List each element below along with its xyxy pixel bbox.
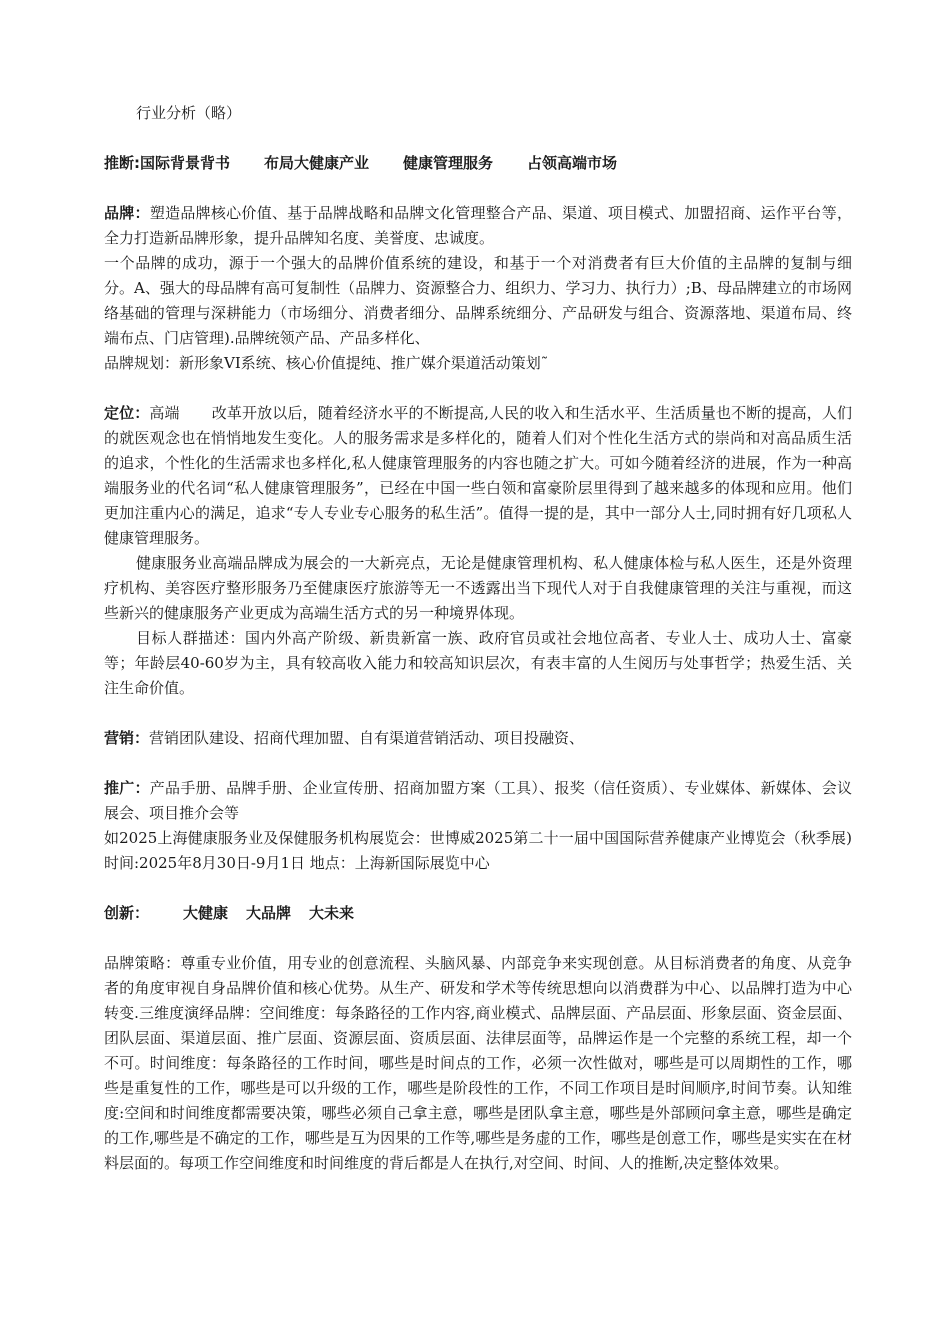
positioning-paragraph (104, 401, 852, 551)
innovation-label: 创新： (104, 904, 150, 922)
brand-label: 品牌： (104, 204, 150, 222)
positioning-head: 高端 (149, 404, 180, 422)
promotion-paragraph (104, 776, 852, 826)
strategy-paragraph: 品牌策略：尊重专业价值，用专业的创意流程、头脑风暴、内部竞争来实现创意。从目标消费者的角度、从竞争者的角度审视自身品牌价值和核心优势。从生产、研发和学术等传统思想向以消费群为中心、以品牌打造为中心转变.三维度演绎品牌：空间维度：每条路径的工作内容,商业模式、品牌层面、产品层面、形象层面、资金层面、团队层面、渠道层面、推广层面、资源层面、资质层面、法律层面等，品牌运作是一个完整的系统工程，却一个不可。时间维度：每条路径的工作时间，哪些是时间点的工作，必须一次性做对，哪些是可以周期性的工作，哪些是重复性的工作，哪些是可以升级的工作，哪些是阶段性的工作，不同工作项目是时间顺序,时间节奏。认知维度:空间和时间维度都需要决策，哪些必须自己拿主意，哪些是团队拿主意，哪些是外部顾问拿主意，哪些是确定的工作,哪些是不确定的工作，哪些是互为因果的工作等,哪些是务虚的工作，哪些是创意工作，哪些是实实在在材料层面的。每项工作空间维度和时间维度的背后都是人在执行,对空间、时间、人的推断,决定整体效果。 (104, 954, 852, 1172)
promotion-label: 推广： (104, 779, 150, 797)
thesis-item: 占领高端市场 (527, 154, 618, 172)
industry-analysis: 行业分析（略） (136, 104, 242, 122)
brand-paragraph (104, 201, 852, 251)
document-body (104, 101, 852, 1176)
positioning-paragraph-2: 健康服务业高端品牌成为展会的一大新亮点，无论是健康管理机构、私人健康体检与私人医生，还是外资理疗机构、美容医疗整形服务乃至健康医疗旅游等无一不透露出当下现代人对于自我健康管理的关注与重视，而这些新兴的健康服务产业更成为高端生活方式的另一种境界体现。 (104, 554, 852, 622)
brand-text: 塑造品牌核心价值、基于品牌战略和品牌文化管理整合产品、渠道、项目模式、加盟招商、运作平台等，全力打造新品牌形象，提升品牌知名度、美誉度、忠诚度。 (104, 204, 852, 247)
marketing-paragraph (104, 726, 852, 751)
innovation-item: 大品牌 (246, 904, 292, 922)
innovation-item: 大健康 (183, 904, 229, 922)
expo-info: 如2025上海健康服务业及保健服务机构展览会：世博威2025第二十一届中国国际营养健康产业博览会（秋季展)时间:2025年8月30日-9月1日 地点：上海新国际展览中心 (104, 829, 852, 872)
target-audience: 目标人群描述：国内外高产阶级、新贵新富一族、政府官员或社会地位高者、专业人士、成功人士、富豪等；年龄层40-60岁为主，具有较高收入能力和较高知识层次，有表丰富的人生阅历与处事哲学；热爱生活、关注生命价值。 (104, 629, 852, 697)
innovation-item: 大未来 (309, 904, 355, 922)
innovation-line (104, 901, 852, 926)
marketing-label: 营销： (104, 729, 150, 747)
promotion-text: 产品手册、品牌手册、企业宣传册、招商加盟方案（工具）、报奖（信任资质）、专业媒体、新媒体、会议展会、项目推介会等 (104, 779, 852, 822)
thesis-item: 布局大健康产业 (264, 154, 370, 172)
brand-paragraph-2: 一个品牌的成功，源于一个强大的品牌价值系统的建设，和基于一个对消费者有巨大价值的主品牌的复制与细分。A、强大的母品牌有高可复制性（品牌力、资源整合力、组织力、学习力、执行力）;B、母品牌建立的市场网络基础的管理与深耕能力（市场细分、消费者细分、品牌系统细分、产品研发与组合、资源落地、渠道布局、终端布点、门店管理).品牌统领产品、产品多样化、 (104, 254, 852, 347)
thesis-item: 国际背景背书 (140, 154, 231, 172)
marketing-text: 营销团队建设、招商代理加盟、自有渠道营销活动、项目投融资、 (149, 729, 585, 747)
thesis-line (104, 151, 852, 176)
brand-plan: 品牌规划：新形象VI系统、核心价值提纯、推广媒介渠道活动策划˜ (104, 354, 549, 372)
thesis-label: 推断: (104, 154, 140, 172)
thesis-item: 健康管理服务 (403, 154, 494, 172)
positioning-text: 改革开放以后，随着经济水平的不断提高,人民的收入和生活水平、生活质量也不断的提高，人们的就医观念也在悄悄地发生变化。人的服务需求是多样化的，随着人们对个性化生活方式的崇尚和对高品质生活的追求，个性化的生活需求也多样化,私人健康管理服务的内容也随之扩大。可如今随着经济的进展，作为一种高端服务业的代名词“私人健康管理服务”，已经在中国一些白领和富豪阶层里得到了越来越多的体现和应用。他们更加注重内心的满足，追求“专人专业专心服务的私生活”。值得一提的是，其中一部分人士,同时拥有好几项私人健康管理服务。 (104, 404, 852, 547)
positioning-label: 定位： (104, 404, 150, 422)
